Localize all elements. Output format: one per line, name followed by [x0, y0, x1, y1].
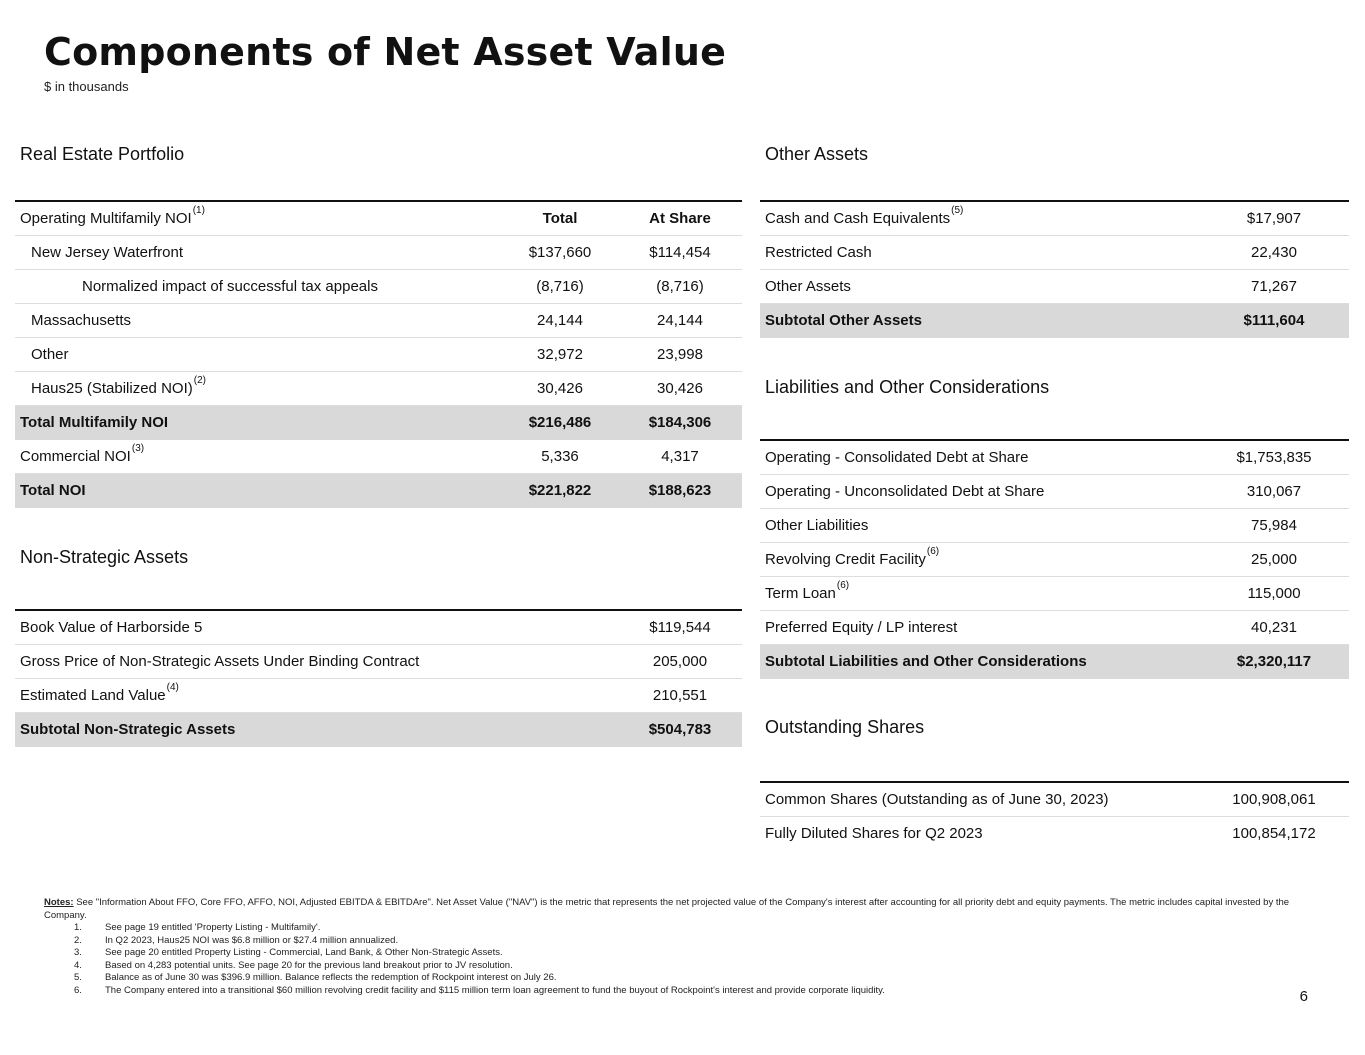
row-value: 24,144	[537, 312, 583, 329]
row-value: $119,544	[649, 619, 711, 636]
row-value: 310,067	[1246, 483, 1302, 500]
row-value: 30,426	[537, 380, 583, 397]
header-share: At Share	[649, 210, 711, 227]
page-title: Components of Net Asset Value	[44, 30, 727, 74]
row-value: $114,454	[649, 244, 711, 261]
table-row	[15, 679, 742, 713]
non-strategic-table	[15, 609, 742, 747]
shares-heading: Outstanding Shares	[765, 717, 925, 737]
row-label: Cash and Cash Equivalents$^{(5)}$	[765, 205, 964, 227]
row-label: Subtotal Liabilities and Other Considerations	[765, 653, 1087, 670]
table-row	[15, 372, 742, 406]
footnote-item: 1. See page 19 entitled 'Property Listing - Multifamily'.	[74, 922, 321, 933]
row-label: Gross Price of Non-Strategic Assets Under Binding Contract	[20, 653, 420, 670]
real-estate-heading: Real Estate Portfolio	[20, 144, 185, 164]
row-value: (8,716)	[656, 278, 704, 295]
row-label: Haus25 (Stabilized NOI)$^{(2)}$	[31, 375, 206, 397]
row-label: Common Shares (Outstanding as of June 30, 2023)	[765, 791, 1109, 808]
shares-table	[760, 781, 1349, 850]
row-value: $1,753,835	[1236, 449, 1312, 466]
table-row	[760, 270, 1349, 304]
table-row	[760, 236, 1349, 270]
subtotal-row	[15, 713, 742, 747]
row-label: Commercial NOI$^{(3)}$	[20, 443, 145, 465]
row-value: 25,000	[1251, 551, 1297, 568]
row-value: 23,998	[657, 346, 703, 363]
row-value: $188,623	[648, 482, 712, 499]
row-value: 30,426	[657, 380, 703, 397]
row-label: Revolving Credit Facility$^{(6)}$	[765, 546, 940, 568]
table-row	[760, 577, 1349, 611]
row-label: Subtotal Other Assets	[765, 312, 922, 329]
page-number: 6	[1299, 988, 1308, 1005]
table-row	[760, 783, 1349, 817]
row-label: Subtotal Non-Strategic Assets	[20, 721, 236, 738]
liabilities-table	[760, 439, 1349, 679]
row-value: 100,908,061	[1232, 791, 1316, 808]
row-value: 4,317	[661, 448, 699, 465]
row-value: $216,486	[528, 414, 592, 431]
total-row	[15, 406, 742, 440]
row-value: $17,907	[1246, 210, 1302, 227]
header-total: Total	[542, 210, 578, 227]
notes-intro: See "Information About FFO, Core FFO, AFFO, NOI, Adjusted EBITDA & EBITDAre". Net Asset Value ("NAV") is the metric that represents the net projected value of the Company's interest after accounting for all priority debt and equity payments. The metric includes capital invested by the Company.	[44, 897, 1290, 921]
table-row	[760, 202, 1349, 236]
liabilities-heading: Liabilities and Other Considerations	[765, 377, 1050, 397]
row-label: Book Value of Harborside 5	[20, 619, 203, 636]
table-header-row	[15, 202, 742, 236]
row-label: Preferred Equity / LP interest	[765, 619, 958, 636]
table-row	[760, 509, 1349, 543]
row-value: 210,551	[652, 687, 708, 704]
total-row	[15, 474, 742, 508]
table-row	[15, 338, 742, 372]
footnotes	[44, 897, 1294, 997]
other-assets-table	[760, 200, 1349, 338]
row-value: 71,267	[1251, 278, 1297, 295]
row-label: Operating - Unconsolidated Debt at Share	[765, 483, 1045, 500]
units-subtitle: $ in thousands	[44, 79, 129, 94]
row-label: Normalized impact of successful tax appeals	[82, 278, 378, 295]
row-label: Operating - Consolidated Debt at Share	[765, 449, 1029, 466]
row-label: Other Liabilities	[765, 517, 869, 534]
row-value: 5,336	[541, 448, 579, 465]
row-value: 40,231	[1251, 619, 1297, 636]
row-value: 115,000	[1247, 585, 1301, 602]
row-value: 24,144	[657, 312, 703, 329]
footnote-item: 3. See page 20 entitled Property Listing - Commercial, Land Bank, & Other Non-Strategic Assets.	[74, 947, 503, 958]
table-row	[760, 543, 1349, 577]
header-label: Operating Multifamily NOI$^{(1)}$	[20, 205, 205, 227]
row-label: New Jersey Waterfront	[31, 244, 183, 261]
row-value: $2,320,117	[1236, 653, 1312, 670]
row-value: (8,716)	[536, 278, 584, 295]
row-label: Total NOI	[20, 482, 86, 499]
row-label: Fully Diluted Shares for Q2 2023	[765, 825, 983, 842]
table-row	[15, 611, 742, 645]
row-value: 205,000	[652, 653, 708, 670]
footnote-item: 4. Based on 4,283 potential units. See page 20 for the previous land breakout prior to JV resolution.	[74, 959, 513, 971]
row-value: 32,972	[537, 346, 583, 363]
footnote-item: 2. In Q2 2023, Haus25 NOI was $6.8 million or $27.4 million annualized.	[74, 934, 399, 946]
notes-label: Notes:	[44, 897, 74, 908]
non-strategic-heading: Non-Strategic Assets	[20, 547, 189, 567]
table-row	[760, 611, 1349, 645]
subtotal-row	[760, 645, 1349, 679]
table-row	[15, 270, 742, 304]
footnote-item: 6. The Company entered into a transitional $60 million revolving credit facility and $115 million term loan agreement to fund the buyout of Rockpoint's interest and provide corporate liquidity.	[74, 984, 885, 996]
row-value: $504,783	[648, 721, 712, 738]
row-value: $184,306	[648, 414, 712, 431]
row-label: Other	[31, 346, 69, 363]
other-assets-heading: Other Assets	[765, 144, 869, 164]
table-row	[760, 441, 1349, 475]
row-value: 75,984	[1251, 517, 1297, 534]
row-label: Estimated Land Value$^{(4)}$	[20, 682, 179, 704]
table-row	[15, 440, 742, 474]
row-label: Total Multifamily NOI	[20, 414, 169, 431]
table-row	[15, 645, 742, 679]
row-label: Restricted Cash	[765, 244, 872, 261]
table-row	[760, 475, 1349, 509]
table-row	[760, 817, 1349, 850]
footnote-item: 5. Balance as of June 30 was $396.9 million. Balance reflects the redemption of Rockpoint interest on July 26.	[74, 972, 557, 983]
row-value: $111,604	[1243, 312, 1305, 329]
table-row	[15, 236, 742, 270]
row-label: Massachusetts	[31, 312, 132, 329]
row-value: $221,822	[528, 482, 592, 499]
subtotal-row	[760, 304, 1349, 338]
row-value: 100,854,172	[1232, 825, 1316, 842]
table-row	[15, 304, 742, 338]
row-label: Term Loan$^{(6)}$	[765, 580, 850, 602]
row-value: $137,660	[528, 244, 592, 261]
row-label: Other Assets	[765, 278, 851, 295]
row-value: 22,430	[1251, 244, 1297, 261]
real-estate-table	[15, 200, 742, 508]
